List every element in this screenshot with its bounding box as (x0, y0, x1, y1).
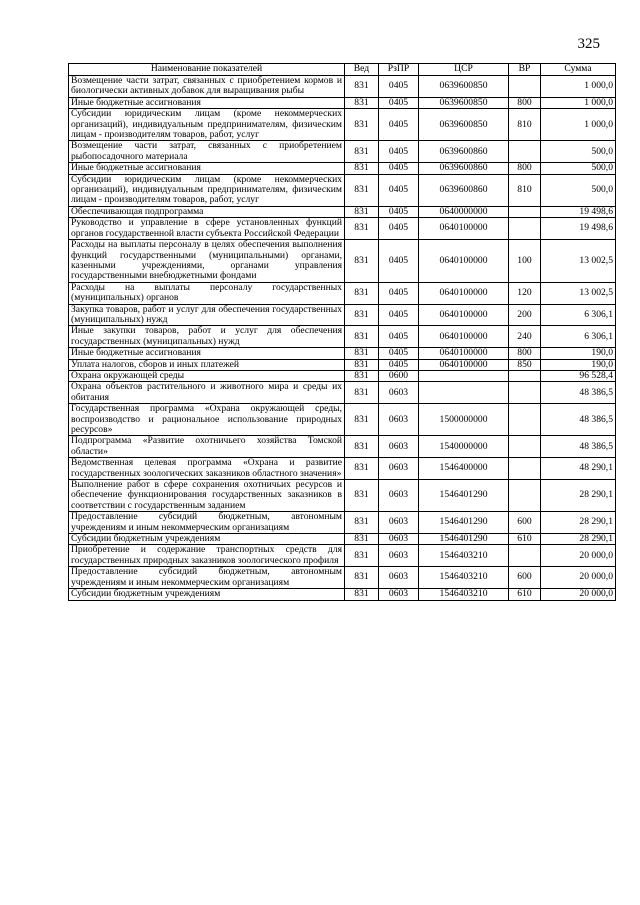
row-rzpr: 0405 (379, 141, 419, 163)
row-ved: 831 (345, 97, 379, 108)
row-sum: 48 386,5 (541, 436, 616, 458)
row-rzpr: 0603 (379, 589, 419, 600)
table-row (69, 163, 616, 174)
row-name: Расходы на выплаты персоналу государственных (муниципальных) органов (69, 282, 345, 304)
row-csr: 1546401290 (419, 512, 509, 534)
row-rzpr: 0405 (379, 174, 419, 206)
row-name: Закупка товаров, работ и услуг для обеспечения государственных (муниципальных) нужд (69, 304, 345, 326)
row-name: Иные закупки товаров, работ и услуг для обеспечения государственных (муниципальных) нужд (69, 326, 345, 348)
row-ved: 831 (345, 382, 379, 404)
row-name: Расходы на выплаты персоналу в целях обеспечения выполнения функций государственными (муниципальными) органами, казенными учреждениями, органами управления государственными внебюджетными фондами (69, 240, 345, 283)
row-ved: 831 (345, 480, 379, 512)
row-vr: 810 (509, 174, 541, 206)
table-row (69, 141, 616, 163)
row-rzpr: 0600 (379, 370, 419, 381)
table-row (69, 174, 616, 206)
row-csr: 0640100000 (419, 218, 509, 240)
row-sum: 20 000,0 (541, 589, 616, 600)
row-name: Охрана объектов растительного и животного мира и среды их обитания (69, 382, 345, 404)
row-csr: 1546403210 (419, 567, 509, 589)
row-name: Субсидии юридическим лицам (кроме некоммерческих организаций), индивидуальным предпринимателям, физическим лицам - производителям товаров, работ, услуг (69, 174, 345, 206)
row-ved: 831 (345, 545, 379, 567)
row-rzpr: 0405 (379, 359, 419, 370)
row-rzpr: 0603 (379, 436, 419, 458)
row-csr: 1546401290 (419, 480, 509, 512)
column-header-sum: Сумма (541, 64, 616, 76)
table-row (69, 97, 616, 108)
row-csr: 1546400000 (419, 458, 509, 480)
row-vr: 850 (509, 359, 541, 370)
row-rzpr: 0603 (379, 567, 419, 589)
row-name: Возмещение части затрат, связанных с приобретением рыбопосадочного материала (69, 141, 345, 163)
row-csr: 0639600860 (419, 163, 509, 174)
row-vr: 800 (509, 97, 541, 108)
table-body (69, 76, 616, 601)
row-vr (509, 141, 541, 163)
table-row (69, 240, 616, 283)
row-csr: 1540000000 (419, 436, 509, 458)
table-row (69, 545, 616, 567)
table-row (69, 382, 616, 404)
row-sum: 13 002,5 (541, 240, 616, 283)
row-ved: 831 (345, 218, 379, 240)
row-ved: 831 (345, 163, 379, 174)
row-ved: 831 (345, 282, 379, 304)
row-rzpr: 0405 (379, 348, 419, 359)
table-row (69, 404, 616, 436)
row-sum: 500,0 (541, 163, 616, 174)
table-row (69, 436, 616, 458)
row-csr: 1500000000 (419, 404, 509, 436)
table-row (69, 326, 616, 348)
row-name: Возмещение части затрат, связанных с приобретением кормов и биологически активных добавок для выращивания рыбы (69, 76, 345, 98)
row-ved: 831 (345, 404, 379, 436)
row-sum: 28 290,1 (541, 512, 616, 534)
row-rzpr: 0603 (379, 534, 419, 545)
page-number: 325 (577, 36, 600, 52)
row-csr: 0640000000 (419, 206, 509, 217)
table-row (69, 359, 616, 370)
row-ved: 831 (345, 76, 379, 98)
row-vr (509, 404, 541, 436)
row-ved: 831 (345, 109, 379, 141)
row-name: Подпрограмма «Развитие охотничьего хозяйства Томской области» (69, 436, 345, 458)
row-csr: 1546403210 (419, 589, 509, 600)
row-sum: 13 002,5 (541, 282, 616, 304)
row-sum: 96 528,4 (541, 370, 616, 381)
row-vr: 100 (509, 240, 541, 283)
row-csr: 0639600860 (419, 141, 509, 163)
row-ved: 831 (345, 359, 379, 370)
row-name: Обеспечивающая подпрограмма (69, 206, 345, 217)
row-vr (509, 206, 541, 217)
row-rzpr: 0405 (379, 76, 419, 98)
table-row (69, 589, 616, 600)
row-sum: 20 000,0 (541, 567, 616, 589)
row-sum: 28 290,1 (541, 480, 616, 512)
row-vr: 800 (509, 348, 541, 359)
row-name: Иные бюджетные ассигнования (69, 163, 345, 174)
row-name: Иные бюджетные ассигнования (69, 348, 345, 359)
table-row (69, 534, 616, 545)
row-ved: 831 (345, 141, 379, 163)
row-sum: 190,0 (541, 359, 616, 370)
row-name: Уплата налогов, сборов и иных платежей (69, 359, 345, 370)
row-vr: 610 (509, 534, 541, 545)
table-row (69, 370, 616, 381)
row-ved: 831 (345, 348, 379, 359)
row-rzpr: 0603 (379, 512, 419, 534)
row-vr (509, 480, 541, 512)
row-rzpr: 0405 (379, 282, 419, 304)
table-row (69, 206, 616, 217)
column-header-name: Наименование показателей (69, 64, 345, 76)
row-vr: 600 (509, 512, 541, 534)
row-sum: 6 306,1 (541, 304, 616, 326)
row-ved: 831 (345, 206, 379, 217)
row-ved: 831 (345, 326, 379, 348)
row-vr (509, 436, 541, 458)
row-rzpr: 0405 (379, 240, 419, 283)
row-csr (419, 382, 509, 404)
row-name: Субсидии юридическим лицам (кроме некоммерческих организаций), индивидуальным предпринимателям, физическим лицам - производителям товаров, работ, услуг (69, 109, 345, 141)
row-ved: 831 (345, 240, 379, 283)
row-vr: 120 (509, 282, 541, 304)
row-rzpr: 0405 (379, 206, 419, 217)
row-ved: 831 (345, 512, 379, 534)
row-vr: 240 (509, 326, 541, 348)
row-vr (509, 382, 541, 404)
row-sum: 1 000,0 (541, 109, 616, 141)
row-vr (509, 218, 541, 240)
row-csr: 0640100000 (419, 359, 509, 370)
row-sum: 48 386,5 (541, 404, 616, 436)
row-csr: 0639600850 (419, 97, 509, 108)
row-csr: 1546401290 (419, 534, 509, 545)
row-sum: 1 000,0 (541, 76, 616, 98)
row-csr: 0639600850 (419, 109, 509, 141)
row-rzpr: 0405 (379, 97, 419, 108)
row-csr: 0640100000 (419, 240, 509, 283)
row-rzpr: 0405 (379, 109, 419, 141)
row-rzpr: 0405 (379, 163, 419, 174)
table-row (69, 76, 616, 98)
row-ved: 831 (345, 589, 379, 600)
row-sum: 190,0 (541, 348, 616, 359)
row-vr: 810 (509, 109, 541, 141)
row-sum: 500,0 (541, 174, 616, 206)
row-vr (509, 545, 541, 567)
row-rzpr: 0405 (379, 304, 419, 326)
row-vr (509, 458, 541, 480)
row-name: Субсидии бюджетным учреждениям (69, 589, 345, 600)
row-name: Субсидии бюджетным учреждениям (69, 534, 345, 545)
budget-table (68, 63, 616, 601)
table-row (69, 218, 616, 240)
row-ved: 831 (345, 458, 379, 480)
row-rzpr: 0603 (379, 480, 419, 512)
row-name: Приобретение и содержание транспортных средств для государственных природных заказников зоологического профиля (69, 545, 345, 567)
row-name: Государственная программа «Охрана окружающей среды, воспроизводство и рациональное использование природных ресурсов» (69, 404, 345, 436)
table-header-row (69, 64, 616, 76)
row-csr: 0639600860 (419, 174, 509, 206)
row-rzpr: 0603 (379, 458, 419, 480)
row-rzpr: 0603 (379, 404, 419, 436)
table-row (69, 512, 616, 534)
row-name: Предоставление субсидий бюджетным, автономным учреждениям и иным некоммерческим организациям (69, 567, 345, 589)
row-sum: 19 498,6 (541, 218, 616, 240)
row-vr: 610 (509, 589, 541, 600)
row-rzpr: 0603 (379, 545, 419, 567)
column-header-csr: ЦСР (419, 64, 509, 76)
column-header-rzpr: РзПР (379, 64, 419, 76)
column-header-vr: ВР (509, 64, 541, 76)
row-csr (419, 370, 509, 381)
row-ved: 831 (345, 174, 379, 206)
row-name: Руководство и управление в сфере установленных функций органов государственной власти субъекта Российской Федерации (69, 218, 345, 240)
row-sum: 500,0 (541, 141, 616, 163)
row-ved: 831 (345, 436, 379, 458)
row-rzpr: 0405 (379, 218, 419, 240)
row-vr (509, 370, 541, 381)
row-sum: 48 386,5 (541, 382, 616, 404)
row-name: Иные бюджетные ассигнования (69, 97, 345, 108)
row-csr: 0640100000 (419, 348, 509, 359)
table-row (69, 348, 616, 359)
row-name: Охрана окружающей среды (69, 370, 345, 381)
row-name: Ведомственная целевая программа «Охрана и развитие государственных зоологических заказников областного значения» (69, 458, 345, 480)
table-row (69, 567, 616, 589)
row-ved: 831 (345, 304, 379, 326)
row-csr: 0640100000 (419, 304, 509, 326)
row-vr: 200 (509, 304, 541, 326)
row-name: Выполнение работ в сфере сохранения охотничьих ресурсов и обеспечение функционирования государственных заказников в соответствии с государственным заданием (69, 480, 345, 512)
row-rzpr: 0603 (379, 382, 419, 404)
row-vr: 600 (509, 567, 541, 589)
table-row (69, 480, 616, 512)
row-sum: 28 290,1 (541, 534, 616, 545)
row-ved: 831 (345, 567, 379, 589)
row-sum: 1 000,0 (541, 97, 616, 108)
row-vr (509, 76, 541, 98)
row-csr: 0639600850 (419, 76, 509, 98)
row-rzpr: 0405 (379, 326, 419, 348)
table-row (69, 282, 616, 304)
row-csr: 0640100000 (419, 326, 509, 348)
row-vr: 800 (509, 163, 541, 174)
row-name: Предоставление субсидий бюджетным, автономным учреждениям и иным некоммерческим организациям (69, 512, 345, 534)
row-csr: 1546403210 (419, 545, 509, 567)
row-csr: 0640100000 (419, 282, 509, 304)
row-sum: 19 498,6 (541, 206, 616, 217)
row-ved: 831 (345, 534, 379, 545)
row-sum: 20 000,0 (541, 545, 616, 567)
table-row (69, 304, 616, 326)
row-sum: 6 306,1 (541, 326, 616, 348)
table-row (69, 458, 616, 480)
row-sum: 48 290,1 (541, 458, 616, 480)
row-ved: 831 (345, 370, 379, 381)
column-header-ved: Вед (345, 64, 379, 76)
table-row (69, 109, 616, 141)
